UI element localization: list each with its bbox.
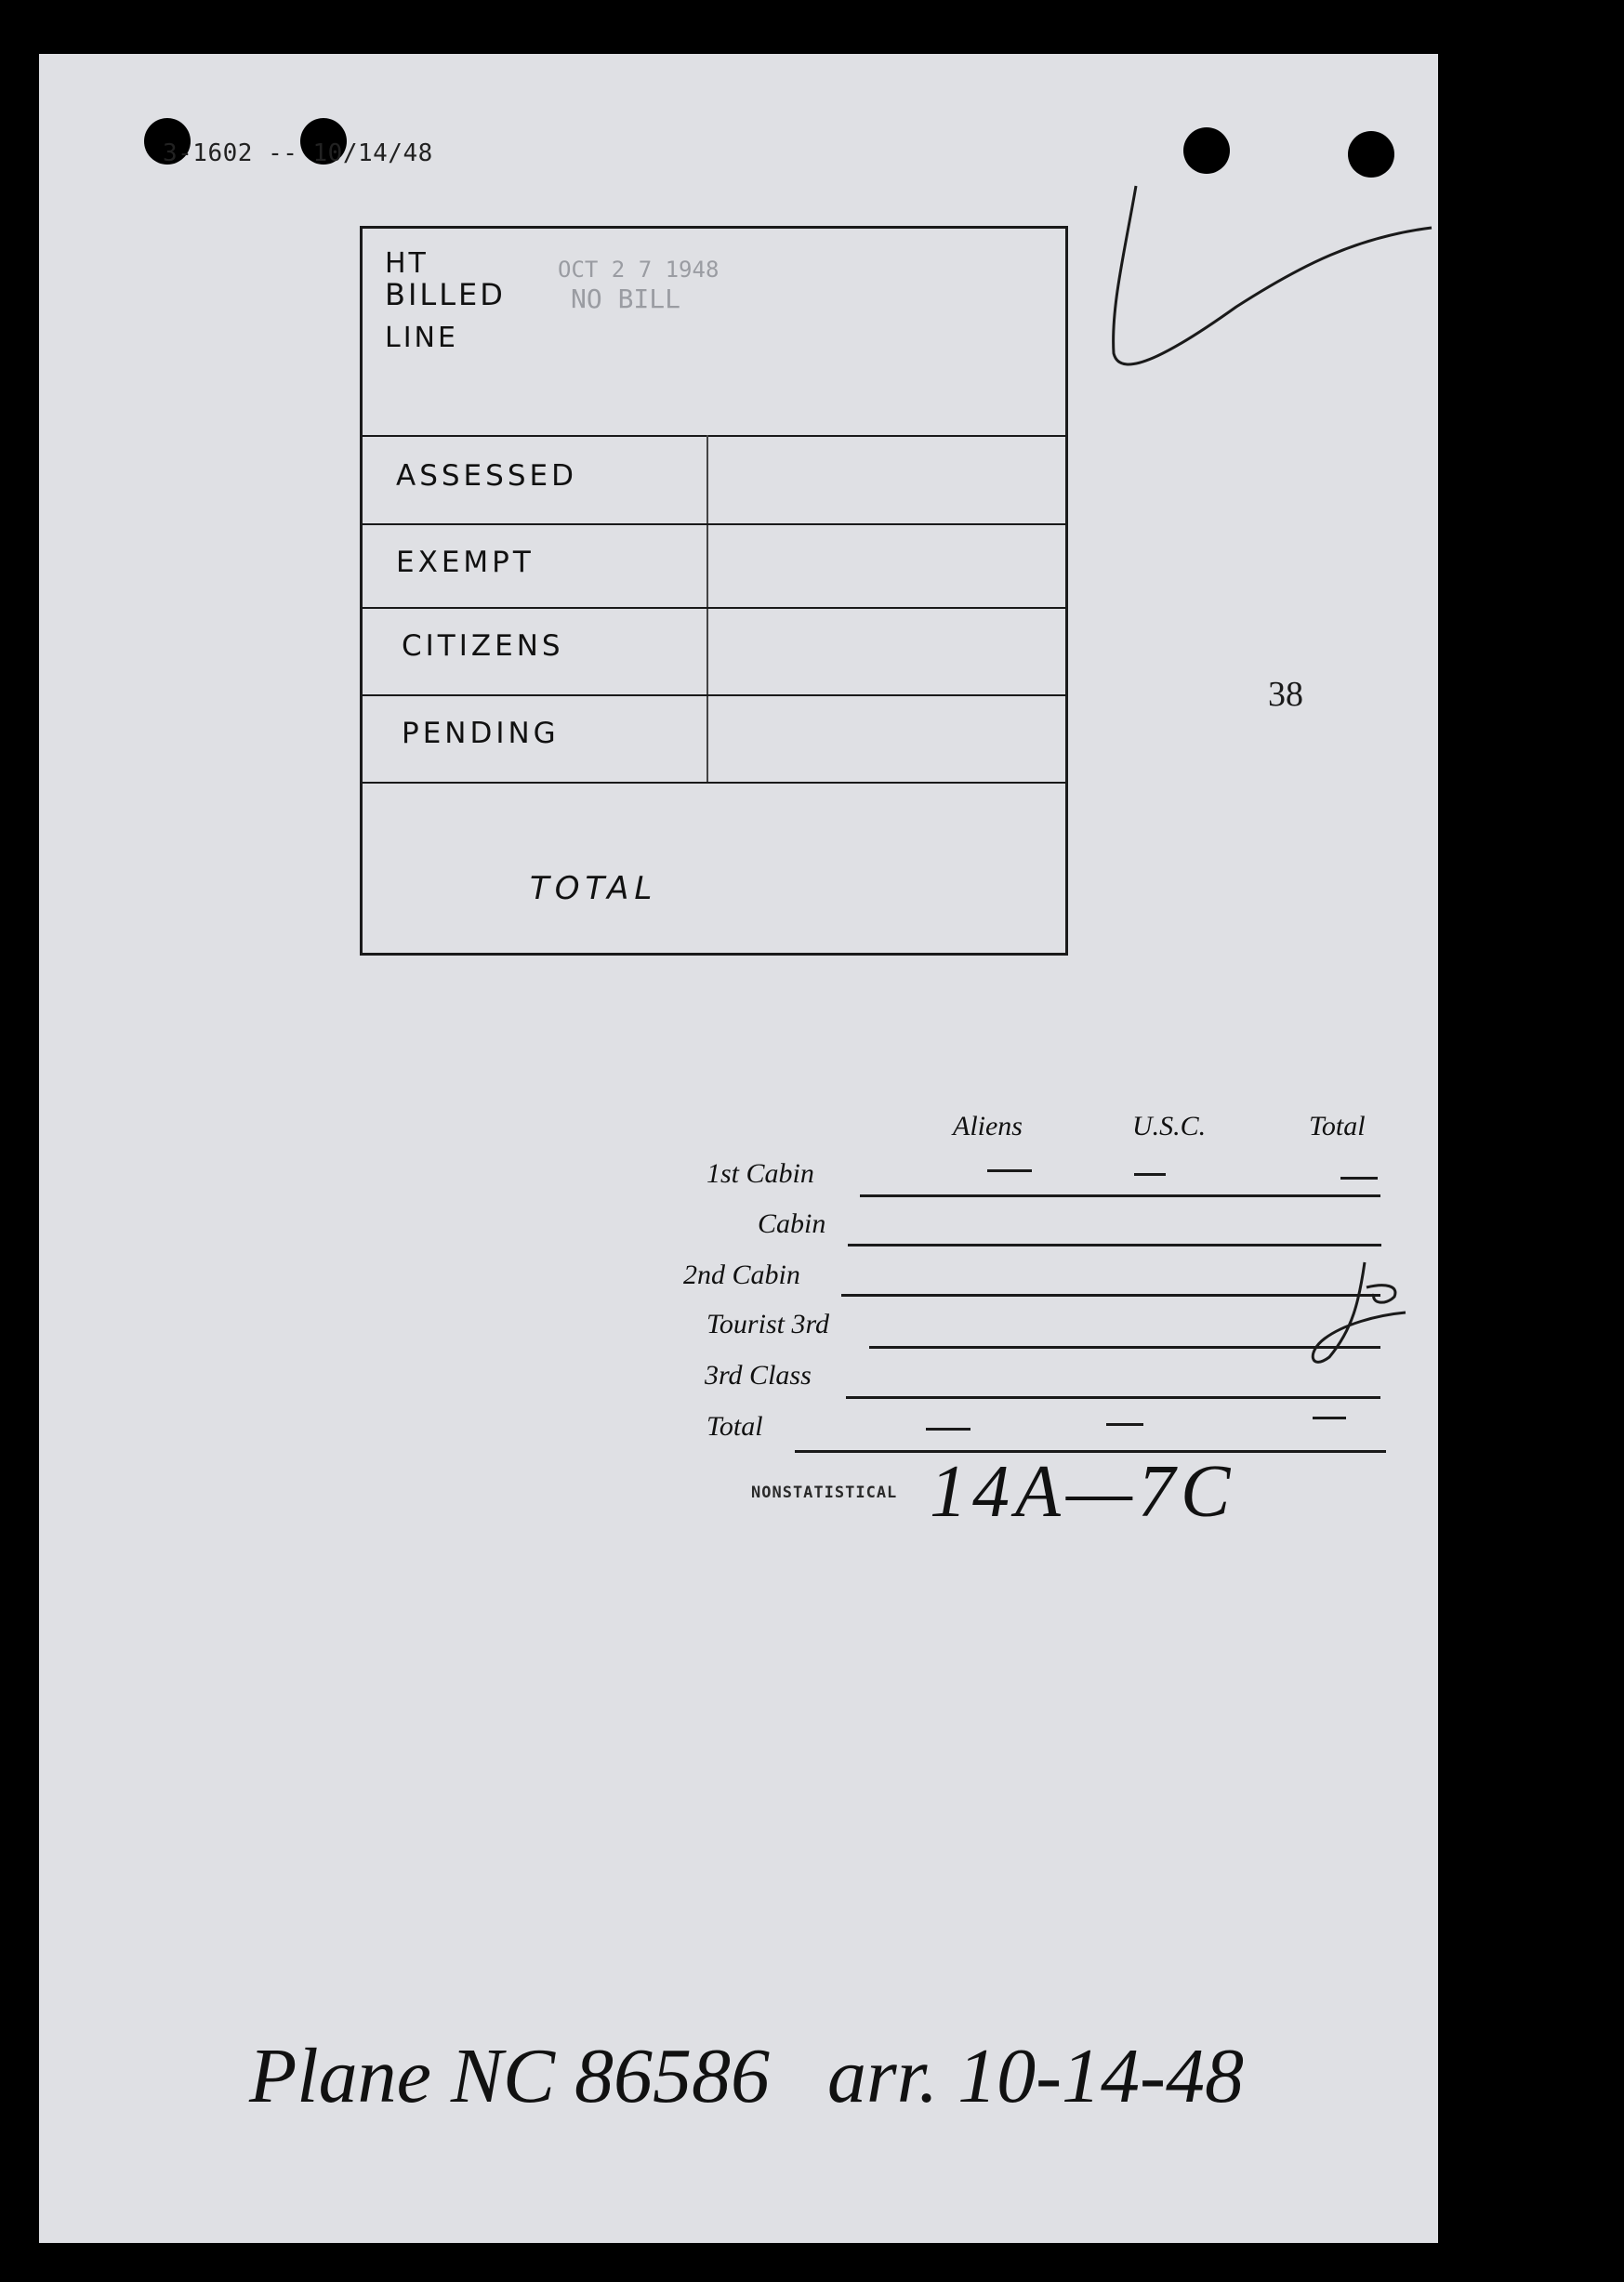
dash-1st-cabin-aliens [987, 1169, 1032, 1172]
form-code: 3-1602 -- 10/14/48 [163, 139, 433, 167]
rule-cabin [848, 1244, 1381, 1247]
rule-2nd-cabin [841, 1294, 1380, 1297]
punch-hole-right-1 [1183, 127, 1230, 174]
column-total: Total [1309, 1111, 1366, 1141]
dash-total-total [1313, 1417, 1346, 1419]
plane-number: Plane NC 86586 [249, 2033, 770, 2119]
row-pending [363, 696, 1065, 784]
no-bill-stamp: NO BILL [571, 284, 681, 314]
row-label-cabin: Cabin [758, 1208, 826, 1239]
row-label-citizens: CITIZENS [402, 629, 564, 663]
header-line-ht: HT [385, 247, 429, 280]
row-label-pending: PENDING [402, 717, 560, 750]
total-label: TOTAL [530, 870, 658, 907]
row-label-2nd-cabin: 2nd Cabin [683, 1260, 800, 1290]
date-stamp: OCT 2 7 1948 [558, 257, 720, 283]
rule-3rd-class [846, 1396, 1380, 1399]
header-line-billed: BILLED [385, 277, 506, 312]
column-aliens: Aliens [953, 1111, 1023, 1141]
dash-total-usc [1106, 1423, 1143, 1426]
rule-1st-cabin [860, 1194, 1380, 1197]
row-label-tourist-3rd: Tourist 3rd [706, 1309, 830, 1339]
dash-total-aliens [926, 1428, 970, 1431]
nonstatistical-stamp: NONSTATISTICAL [751, 1484, 898, 1502]
header-line-line: LINE [385, 322, 458, 354]
row-label-1st-cabin: 1st Cabin [706, 1158, 814, 1189]
rule-tourist-3rd [869, 1346, 1380, 1349]
arrival-date: arr. 10-14-48 [827, 2033, 1245, 2119]
row-label-assessed: ASSESSED [396, 459, 577, 493]
row-citizens [363, 609, 1065, 696]
ticket-box [360, 226, 1068, 956]
page-number: 38 [1268, 675, 1303, 714]
row-label-3rd-class: 3rd Class [705, 1360, 812, 1391]
row-exempt [363, 525, 1065, 609]
dash-1st-cabin-total [1340, 1177, 1378, 1180]
punch-hole-right-2 [1348, 131, 1394, 178]
dash-1st-cabin-usc [1134, 1173, 1166, 1176]
row-label-exempt: EXEMPT [396, 546, 535, 579]
file-code: 14A—7C [930, 1451, 1236, 1533]
ticket-box-header [363, 229, 1065, 437]
row-assessed [363, 435, 1065, 525]
row-label-total: Total [706, 1411, 763, 1442]
column-usc: U.S.C. [1132, 1111, 1207, 1141]
